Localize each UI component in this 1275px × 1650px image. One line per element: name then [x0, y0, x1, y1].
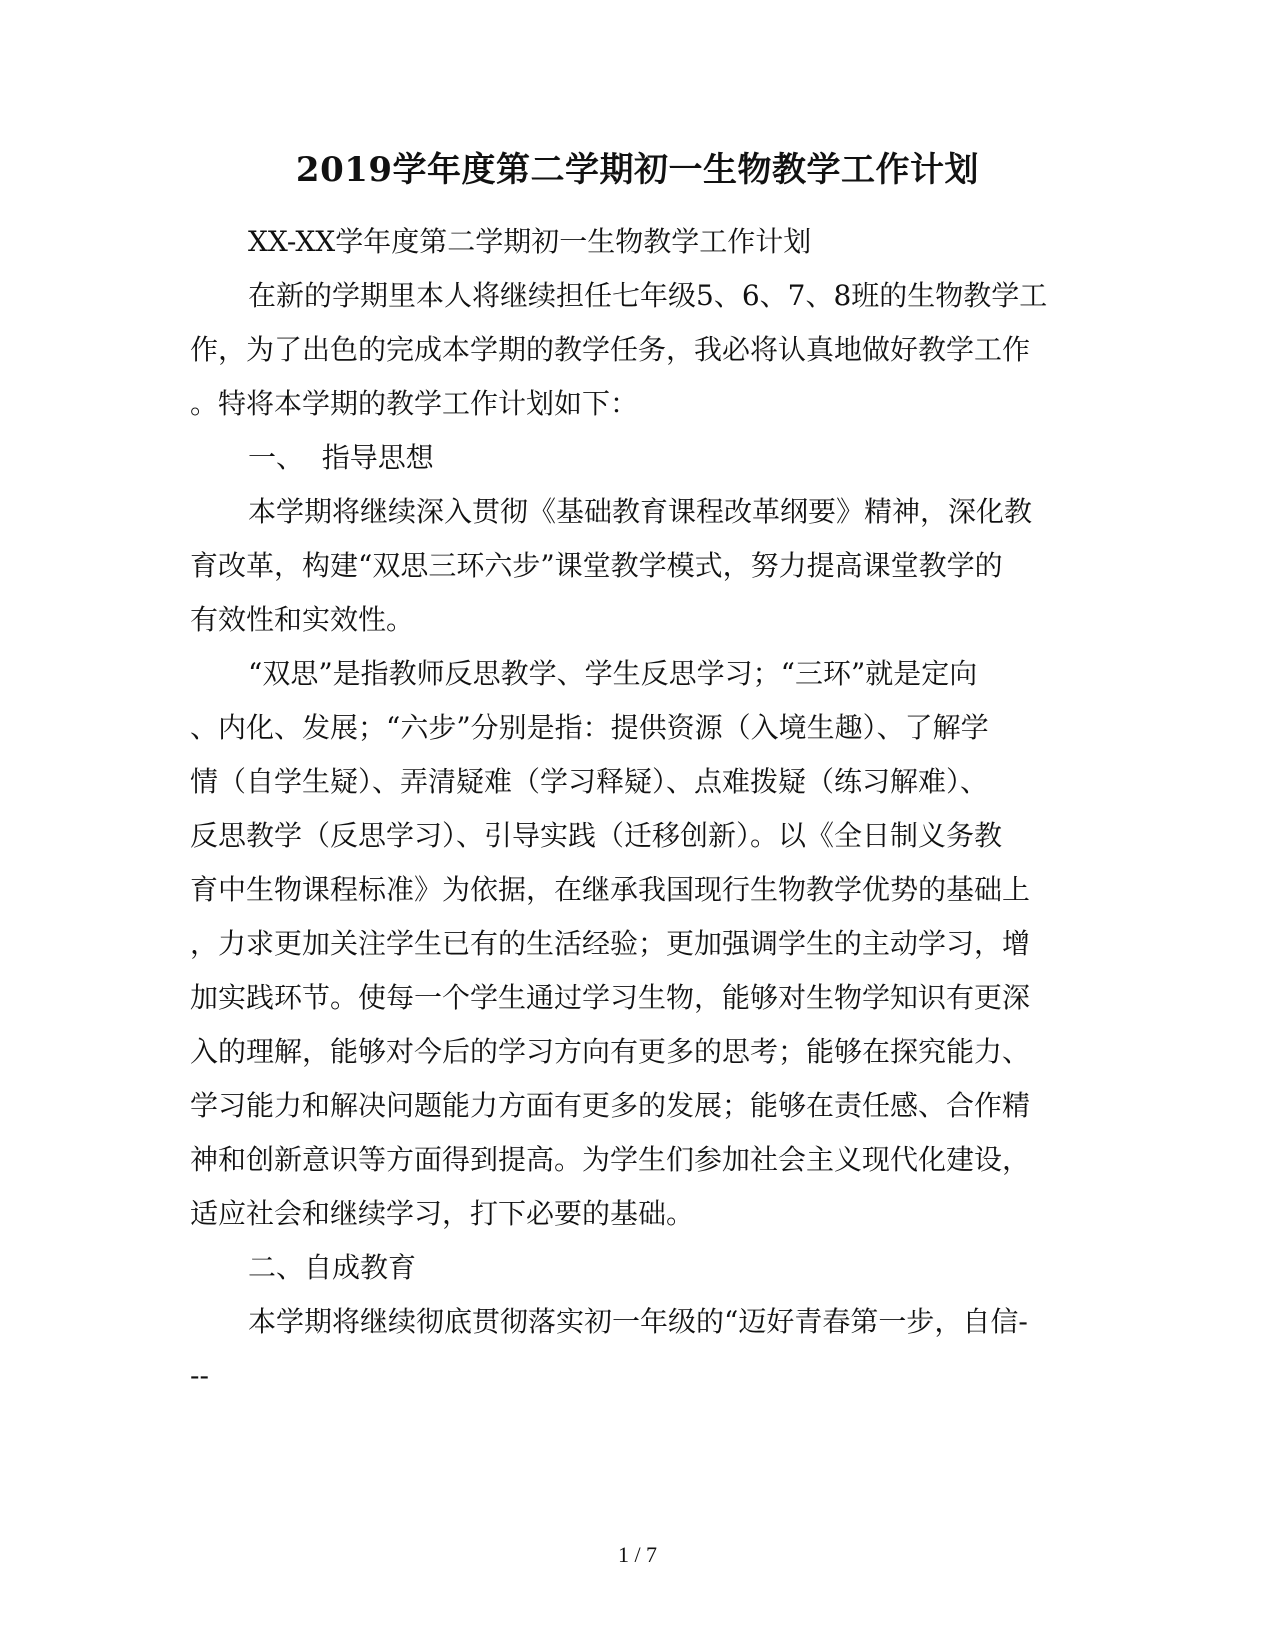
paragraph-line: 。特将本学期的教学工作计划如下：: [190, 387, 639, 420]
paragraph-line: 神和创新意识等方面得到提高。为学生们参加社会主义现代化建设，: [190, 1143, 1031, 1176]
paragraph-line: 反思教学（反思学习）、引导实践（迁移创新）。以《全日制义务教: [190, 819, 1003, 852]
page-title: 2019学年度第二学期初一生物教学工作计划: [295, 150, 980, 190]
paragraph-line: 适应社会和继续学习，打下必要的基础。: [190, 1197, 695, 1230]
section-heading-guiding-thought: 一、 指导思想: [248, 441, 434, 474]
paragraph-line: “双思”是指教师反思教学、学生反思学习；“三环”就是定向: [248, 657, 978, 690]
paragraph-line: 学习能力和解决问题能力方面有更多的发展；能够在责任感、合作精: [190, 1089, 1031, 1122]
paragraph-line: --: [190, 1359, 209, 1392]
section-heading-self-education: 二、自成教育: [248, 1251, 417, 1284]
paragraph-line: 作，为了出色的完成本学期的教学任务，我必将认真地做好教学工作: [190, 333, 1031, 366]
paragraph-line: 情（自学生疑）、弄清疑难（学习释疑）、点难拨疑（练习解难）、: [190, 765, 989, 798]
paragraph-line: ，力求更加关注学生已有的生活经验；更加强调学生的主动学习，增: [190, 927, 1031, 960]
paragraph-line: 加实践环节。使每一个学生通过学习生物，能够对生物学知识有更深: [190, 981, 1031, 1014]
page-number: 1 / 7: [617, 1542, 658, 1567]
paragraph-line: 入的理解，能够对今后的学习方向有更多的思考；能够在探究能力、: [190, 1035, 1031, 1068]
subtitle-line: XX-XX学年度第二学期初一生物教学工作计划: [248, 225, 812, 258]
paragraph-line: 在新的学期里本人将继续担任七年级5、6、7、8班的生物教学工: [248, 279, 1048, 312]
paragraph-line: 、内化、发展；“六步”分别是指：提供资源（入境生趣）、了解学: [190, 711, 989, 744]
paragraph-line: 育中生物课程标准》为依据，在继承我国现行生物教学优势的基础上: [190, 873, 1031, 906]
paragraph-line: 本学期将继续彻底贯彻落实初一年级的“迈好青春第一步，自信-: [248, 1305, 1028, 1338]
paragraph-line: 有效性和实效性。: [190, 603, 415, 636]
paragraph-line: 育改革，构建“双思三环六步”课堂教学模式，努力提高课堂教学的: [190, 549, 1003, 582]
paragraph-line: 本学期将继续深入贯彻《基础教育课程改革纲要》精神，深化教: [248, 495, 1033, 528]
